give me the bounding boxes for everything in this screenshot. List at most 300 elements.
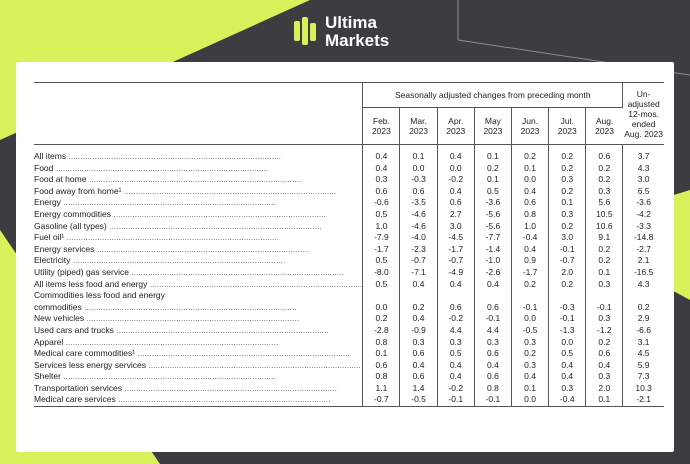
value-cell: 0.4 — [549, 360, 586, 372]
row-label — [34, 279, 363, 291]
value-cell: -2.1 — [623, 394, 664, 406]
leader-dots: .......................................................................................... — [94, 243, 310, 254]
value-cell: 0.3 — [586, 371, 623, 383]
leader-dots: .......................................................................................... — [145, 359, 361, 370]
table-row — [34, 255, 664, 267]
leader-dots: .......................................................................................... — [121, 185, 337, 196]
value-cell: 2.7 — [437, 209, 474, 221]
value-cell: 0.8 — [363, 337, 400, 349]
month-header-line: May — [484, 116, 501, 126]
value-cell: 0.4 — [437, 186, 474, 198]
month-header — [474, 108, 511, 145]
row-label-text: Utility (piped) gas service — [34, 266, 129, 277]
value-cell: -2.8 — [363, 325, 400, 337]
value-cell: 0.0 — [549, 337, 586, 349]
value-cell: -0.5 — [400, 394, 437, 406]
row-label-text: New vehicles — [34, 313, 85, 324]
month-header-line: Jul. — [560, 116, 574, 126]
value-cell: 0.4 — [437, 371, 474, 383]
value-cell: -4.6 — [400, 221, 437, 233]
value-cell: 0.3 — [549, 383, 586, 395]
value-cell: 0.3 — [363, 174, 400, 186]
brand-name — [325, 14, 389, 50]
row-label — [34, 313, 363, 325]
value-cell: 0.3 — [400, 337, 437, 349]
value-cell: -0.2 — [437, 383, 474, 395]
table-row — [34, 360, 664, 372]
value-cell: 0.1 — [474, 174, 511, 186]
value-cell: 0.4 — [400, 313, 437, 325]
value-cell: 0.4 — [437, 279, 474, 291]
value-cell: 3.7 — [623, 145, 664, 163]
value-cell: 0.2 — [549, 163, 586, 175]
leader-dots: .......................................................................................... — [66, 151, 282, 161]
value-cell: 0.0 — [437, 163, 474, 175]
table-row — [34, 163, 664, 175]
row-label-text: commodities — [34, 301, 82, 312]
unadjusted-line-2: adjusted — [627, 98, 660, 109]
value-cell: 2.1 — [623, 255, 664, 267]
row-label — [34, 255, 363, 267]
value-cell: 0.3 — [549, 174, 586, 186]
brand-line-2: Markets — [325, 31, 390, 50]
leader-dots: .......................................................................................... — [122, 382, 337, 393]
value-cell: 0.4 — [400, 360, 437, 372]
table-row — [34, 325, 664, 337]
value-cell: 2.0 — [549, 267, 586, 279]
cpi-table-card — [16, 62, 674, 452]
table-row — [34, 267, 664, 279]
value-cell: -0.7 — [549, 255, 586, 267]
value-cell: -3.5 — [400, 197, 437, 209]
value-cell: 0.6 — [400, 186, 437, 198]
value-cell — [623, 290, 664, 302]
value-cell: 0.6 — [437, 302, 474, 314]
value-cell: 2.0 — [586, 383, 623, 395]
table-row — [34, 244, 664, 256]
table-row — [34, 221, 664, 233]
row-label — [34, 302, 363, 314]
table-row — [34, 348, 664, 360]
table-row — [34, 394, 664, 406]
cpi-table — [34, 82, 664, 407]
value-cell: 0.4 — [363, 163, 400, 175]
value-cell: 0.6 — [474, 302, 511, 314]
value-cell: 0.2 — [623, 302, 664, 314]
month-header — [549, 108, 586, 145]
value-cell: -4.9 — [437, 267, 474, 279]
table-row — [34, 186, 664, 198]
value-cell: 0.2 — [549, 145, 586, 163]
row-label-text: Medical care services — [34, 394, 116, 405]
value-cell: 0.0 — [512, 174, 549, 186]
row-label — [34, 174, 363, 186]
row-label — [34, 145, 363, 163]
row-label-text: Energy services — [34, 243, 95, 254]
table-row — [34, 290, 664, 302]
value-cell: -2.3 — [400, 244, 437, 256]
value-cell: -0.7 — [363, 394, 400, 406]
value-cell: 0.3 — [586, 313, 623, 325]
value-cell: 0.2 — [512, 279, 549, 291]
value-cell: 1.0 — [512, 221, 549, 233]
row-label — [34, 337, 363, 349]
row-label-text: Food at home — [34, 174, 87, 185]
table-row — [34, 383, 664, 395]
value-cell: 0.0 — [363, 302, 400, 314]
value-cell: -0.4 — [549, 394, 586, 406]
value-cell: 5.6 — [586, 197, 623, 209]
value-cell — [512, 290, 549, 302]
value-cell: 0.3 — [512, 360, 549, 372]
value-cell: -0.6 — [363, 197, 400, 209]
month-header-line: Feb. — [372, 116, 390, 126]
row-label — [34, 267, 363, 279]
value-cell: -7.7 — [474, 232, 511, 244]
row-label — [34, 325, 363, 337]
value-cell: 0.3 — [549, 209, 586, 221]
row-label — [34, 244, 363, 256]
table-row — [34, 371, 664, 383]
value-cell: 9.1 — [586, 232, 623, 244]
leader-dots: .......................................................................................... — [115, 394, 331, 405]
value-cell: 4.3 — [623, 163, 664, 175]
row-label — [34, 348, 363, 360]
value-cell: 0.2 — [586, 255, 623, 267]
value-cell: 4.4 — [474, 325, 511, 337]
value-cell: -7.9 — [363, 232, 400, 244]
value-cell: -16.5 — [623, 267, 664, 279]
month-header — [400, 108, 437, 145]
row-label-text: Apparel — [34, 336, 64, 347]
value-cell: -0.1 — [512, 302, 549, 314]
leader-dots: .......................................................................................... — [113, 324, 329, 335]
ultima-logo-icon — [293, 15, 317, 49]
value-cell: 0.4 — [512, 371, 549, 383]
value-cell: -0.7 — [437, 255, 474, 267]
value-cell: -0.2 — [437, 174, 474, 186]
value-cell: 0.4 — [437, 360, 474, 372]
month-header-line: 2023 — [371, 126, 391, 136]
row-label-text: Food — [34, 162, 54, 173]
row-label — [34, 232, 363, 244]
row-label-text: Fuel oil¹ — [34, 232, 65, 243]
value-cell: 0.2 — [512, 145, 549, 163]
value-cell: -0.1 — [549, 313, 586, 325]
unadjusted-line-3: 12-mos. — [628, 108, 659, 119]
value-cell: 6.5 — [623, 186, 664, 198]
value-cell — [363, 290, 400, 302]
leader-dots: .......................................................................................... — [60, 197, 276, 208]
row-label-text: Transportation services — [34, 382, 123, 393]
value-cell: 0.1 — [549, 197, 586, 209]
unadjusted-line-1: Un- — [636, 88, 651, 99]
value-cell: -2.7 — [623, 244, 664, 256]
value-cell: -0.4 — [512, 232, 549, 244]
row-label — [34, 290, 363, 302]
value-cell: 0.6 — [474, 348, 511, 360]
value-cell: 0.2 — [586, 337, 623, 349]
month-header-line: 2023 — [483, 126, 503, 136]
value-cell: 0.2 — [400, 302, 437, 314]
value-cell: -0.2 — [437, 313, 474, 325]
table-row — [34, 337, 664, 349]
value-cell: 0.1 — [474, 145, 511, 163]
value-cell: 0.3 — [437, 337, 474, 349]
table-row — [34, 197, 664, 209]
value-cell: 0.3 — [512, 337, 549, 349]
value-cell: 0.6 — [512, 197, 549, 209]
value-cell: 7.3 — [623, 371, 664, 383]
row-label — [34, 197, 363, 209]
value-cell: 2.9 — [623, 313, 664, 325]
value-cell: 0.1 — [512, 163, 549, 175]
value-cell: 0.0 — [512, 394, 549, 406]
month-header-line: Aug. — [595, 116, 614, 126]
value-cell: 0.6 — [586, 348, 623, 360]
value-cell: 1.1 — [363, 383, 400, 395]
value-cell: 10.6 — [586, 221, 623, 233]
row-label-text: Commodities less food and energy — [34, 290, 165, 301]
value-cell: 0.1 — [512, 383, 549, 395]
value-cell: -0.5 — [512, 325, 549, 337]
value-cell: -0.1 — [474, 313, 511, 325]
value-cell: -7.1 — [400, 267, 437, 279]
value-cell: 0.8 — [512, 209, 549, 221]
value-cell: -2.6 — [474, 267, 511, 279]
row-label-text: Medical care commodities¹ — [34, 348, 136, 359]
value-cell: -0.3 — [549, 302, 586, 314]
value-cell: -3.6 — [474, 197, 511, 209]
value-cell: -0.1 — [437, 394, 474, 406]
leader-dots: .......................................................................................... — [84, 313, 299, 324]
value-cell: 3.0 — [549, 232, 586, 244]
table-row — [34, 279, 664, 291]
row-label-text: Used cars and trucks — [34, 324, 114, 335]
month-header-line: 2023 — [520, 126, 540, 136]
month-header — [363, 108, 400, 145]
leader-dots: .......................................................................................... — [81, 301, 297, 312]
value-cell: 0.4 — [437, 145, 474, 163]
value-cell: 0.2 — [586, 163, 623, 175]
value-cell: 0.4 — [586, 360, 623, 372]
value-cell: 0.0 — [400, 163, 437, 175]
value-cell: -3.6 — [623, 197, 664, 209]
table-row — [34, 313, 664, 325]
value-cell: 0.6 — [586, 145, 623, 163]
row-label-text: Shelter — [34, 371, 61, 382]
unadjusted-line-4: ended — [631, 118, 656, 129]
value-cell: -1.2 — [586, 325, 623, 337]
value-cell: 0.4 — [512, 186, 549, 198]
table-row — [34, 145, 664, 163]
month-header — [437, 108, 474, 145]
value-cell: 0.5 — [437, 348, 474, 360]
leader-dots: .......................................................................................... — [64, 232, 280, 243]
leader-dots: .......................................................................................... — [106, 220, 322, 231]
value-cell: 0.6 — [400, 348, 437, 360]
value-cell: 3.1 — [623, 337, 664, 349]
value-cell: 0.4 — [512, 244, 549, 256]
month-header — [586, 108, 623, 145]
value-cell: 0.6 — [363, 360, 400, 372]
value-cell: 10.3 — [623, 383, 664, 395]
row-label — [34, 186, 363, 198]
value-cell: 0.2 — [474, 163, 511, 175]
row-label — [34, 221, 363, 233]
value-cell: 0.2 — [512, 348, 549, 360]
leader-dots: .......................................................................................... — [86, 174, 302, 185]
month-header-line: 2023 — [595, 126, 615, 136]
value-cell: -4.0 — [400, 232, 437, 244]
value-cell: 0.6 — [437, 197, 474, 209]
value-cell: -1.0 — [474, 255, 511, 267]
row-label — [34, 371, 363, 383]
row-label — [34, 209, 363, 221]
row-label — [34, 383, 363, 395]
value-cell: 0.1 — [363, 348, 400, 360]
value-cell: 0.4 — [474, 360, 511, 372]
table-row — [34, 302, 664, 314]
value-cell — [474, 290, 511, 302]
value-cell: 0.0 — [512, 313, 549, 325]
value-cell: 0.5 — [549, 348, 586, 360]
value-cell: 0.3 — [474, 337, 511, 349]
row-label-text: Energy — [34, 197, 61, 208]
value-cell: 10.5 — [586, 209, 623, 221]
month-header-line: Mar. — [410, 116, 427, 126]
row-label-text: All items less food and energy — [34, 278, 148, 289]
value-cell: -6.6 — [623, 325, 664, 337]
value-cell: -8.0 — [363, 267, 400, 279]
value-cell: 0.4 — [549, 371, 586, 383]
value-cell: 0.2 — [363, 313, 400, 325]
value-cell: 3.0 — [623, 174, 664, 186]
value-cell: -0.9 — [400, 325, 437, 337]
brand-line-1: Ultima — [325, 13, 377, 32]
value-cell: 0.6 — [474, 371, 511, 383]
value-cell: 4.3 — [623, 279, 664, 291]
label-column-header — [34, 83, 363, 145]
value-cell — [586, 290, 623, 302]
value-cell — [437, 290, 474, 302]
value-cell: 0.3 — [586, 279, 623, 291]
value-cell: 0.6 — [400, 371, 437, 383]
value-cell: -4.2 — [623, 209, 664, 221]
leader-dots: .......................................................................................... — [147, 278, 363, 289]
value-cell — [549, 290, 586, 302]
value-cell: 5.9 — [623, 360, 664, 372]
value-cell: 1.0 — [363, 221, 400, 233]
value-cell: 0.3 — [586, 186, 623, 198]
row-label-text: All items — [34, 151, 67, 161]
row-label — [34, 163, 363, 175]
value-cell — [400, 290, 437, 302]
value-cell: 0.5 — [363, 255, 400, 267]
value-cell: 0.2 — [586, 244, 623, 256]
value-cell: 0.4 — [363, 145, 400, 163]
value-cell: 0.4 — [400, 279, 437, 291]
row-label-text: Food away from home¹ — [34, 185, 122, 196]
value-cell: -5.6 — [474, 209, 511, 221]
value-cell: 0.2 — [549, 186, 586, 198]
cpi-table-body — [34, 145, 664, 407]
brand-logo — [293, 12, 389, 52]
value-cell: 3.0 — [437, 221, 474, 233]
leader-dots: .......................................................................................... — [70, 255, 286, 266]
month-header-line: 2023 — [446, 126, 466, 136]
value-cell: 0.1 — [586, 394, 623, 406]
value-cell: 4.5 — [623, 348, 664, 360]
value-cell: -4.5 — [437, 232, 474, 244]
value-cell: 0.2 — [549, 221, 586, 233]
value-cell: -3.3 — [623, 221, 664, 233]
value-cell: 0.5 — [474, 186, 511, 198]
month-header — [512, 108, 549, 145]
value-cell: 0.8 — [363, 371, 400, 383]
leader-dots: .......................................................................................... — [60, 371, 276, 382]
value-cell: 0.6 — [363, 186, 400, 198]
value-cell: -4.6 — [400, 209, 437, 221]
table-row — [34, 209, 664, 221]
value-cell: 4.4 — [437, 325, 474, 337]
leader-dots: .......................................................................................... — [111, 208, 326, 219]
value-cell: -0.3 — [400, 174, 437, 186]
value-cell: 0.8 — [474, 383, 511, 395]
unadjusted-line-5: Aug. 2023 — [624, 128, 664, 139]
value-cell: 0.2 — [586, 174, 623, 186]
month-header-line: Apr. — [448, 116, 464, 126]
row-label — [34, 394, 363, 406]
value-cell: -1.3 — [549, 325, 586, 337]
table-row — [34, 174, 664, 186]
value-cell: -1.7 — [363, 244, 400, 256]
leader-dots: .......................................................................................... — [135, 348, 350, 359]
row-label-text: Electricity — [34, 255, 71, 266]
row-label-text: Services less energy services — [34, 359, 146, 370]
value-cell: 0.1 — [586, 267, 623, 279]
value-cell: 0.1 — [400, 145, 437, 163]
value-cell: -14.8 — [623, 232, 664, 244]
value-cell: -0.1 — [549, 244, 586, 256]
value-cell: 1.4 — [400, 383, 437, 395]
value-cell: 0.9 — [512, 255, 549, 267]
leader-dots: .......................................................................................... — [53, 162, 269, 173]
month-header-line: 2023 — [557, 126, 577, 136]
value-cell: -0.1 — [586, 302, 623, 314]
value-cell: -5.6 — [474, 221, 511, 233]
value-cell: -1.7 — [512, 267, 549, 279]
month-header-line: Jun. — [522, 116, 539, 126]
value-cell: 0.2 — [549, 279, 586, 291]
row-label-text: Energy commodities — [34, 208, 112, 219]
row-label — [34, 360, 363, 372]
value-cell: -0.7 — [400, 255, 437, 267]
value-cell: -0.1 — [474, 394, 511, 406]
value-cell: 0.4 — [474, 279, 511, 291]
row-label-text: Gasoline (all types) — [34, 220, 107, 231]
unadjusted-header — [623, 83, 664, 145]
leader-dots: .......................................................................................... — [128, 266, 344, 277]
value-cell: -1.7 — [437, 244, 474, 256]
leader-dots: .......................................................................................... — [63, 336, 279, 347]
table-row — [34, 232, 664, 244]
value-cell: -1.4 — [474, 244, 511, 256]
seasonal-span-header: Seasonally adjusted changes from preceding month — [363, 83, 623, 108]
value-cell: 0.5 — [363, 279, 400, 291]
month-header-line: 2023 — [409, 126, 429, 136]
value-cell: 0.5 — [363, 209, 400, 221]
